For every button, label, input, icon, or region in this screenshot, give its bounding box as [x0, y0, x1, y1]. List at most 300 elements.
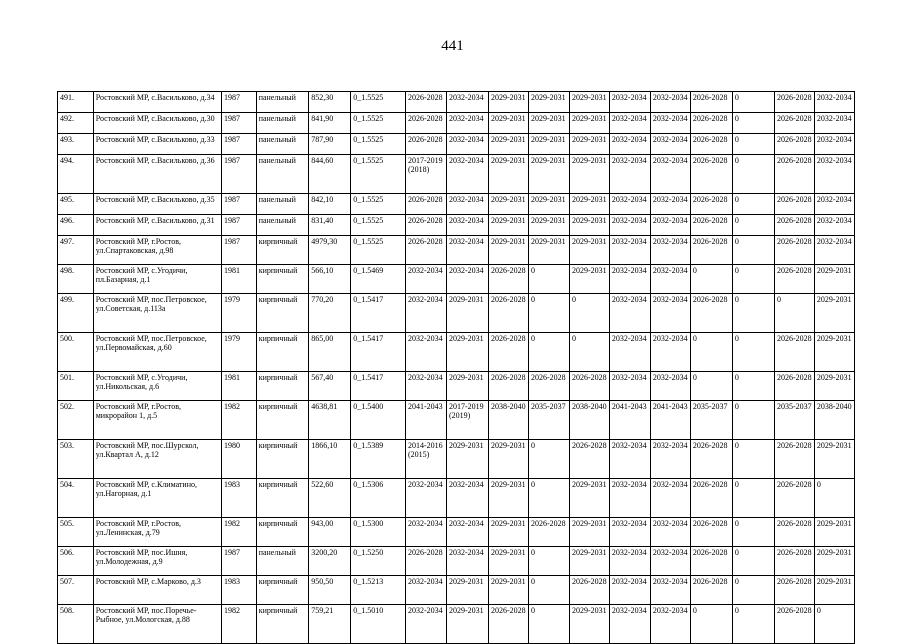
code-cell: 0_1.5469: [351, 265, 406, 294]
term-cell-3: 2029-2031: [489, 215, 529, 236]
row-number: 495.: [58, 194, 94, 215]
address-cell: Ростовский МР, с.Васильково, д.31: [93, 215, 221, 236]
term-cell-3: 2026-2028: [489, 333, 529, 372]
term-cell-6: 2032-2034: [609, 265, 650, 294]
address-cell: Ростовский МР, пос.Ишня, ул.Молодежная, д.9: [93, 547, 221, 576]
term-cell-5: 2026-2028: [569, 576, 609, 605]
term-cell-7: 2032-2034: [650, 265, 690, 294]
code-cell: 0_1.5250: [351, 547, 406, 576]
term-cell-8: 2026-2028: [690, 236, 732, 265]
year-cell: 1987: [222, 236, 257, 265]
material-cell: панельный: [256, 215, 309, 236]
term-cell-11: 2032-2034: [814, 236, 854, 265]
term-cell-8: 2026-2028: [690, 547, 732, 576]
term-cell-9: 0: [732, 92, 774, 113]
term-cell-2: 2032-2034: [446, 215, 488, 236]
term-cell-9: 0: [732, 372, 774, 401]
term-cell-7: 2032-2034: [650, 333, 690, 372]
term-cell-1: 2026-2028: [405, 547, 446, 576]
code-cell: 0_1.5417: [351, 333, 406, 372]
term-cell-8: 2026-2028: [690, 134, 732, 155]
term-cell-6: 2032-2034: [609, 155, 650, 194]
term-cell-11: 0: [814, 605, 854, 644]
term-cell-1: 2026-2028: [405, 113, 446, 134]
term-cell-9: 0: [732, 236, 774, 265]
term-cell-3: 2029-2031: [489, 518, 529, 547]
address-cell: Ростовский МР, с.Угодичи, ул.Никольская, д.6: [93, 372, 221, 401]
code-cell: 0_1.5525: [351, 215, 406, 236]
term-cell-9: 0: [732, 401, 774, 440]
row-number: 499.: [58, 294, 94, 333]
term-cell-7: 2032-2034: [650, 518, 690, 547]
term-cell-11: 2029-2031: [814, 576, 854, 605]
code-cell: 0_1.5010: [351, 605, 406, 644]
address-cell: Ростовский МР, пос.Поречье-Рыбное, ул.Мологская, д.88: [93, 605, 221, 644]
term-cell-6: 2032-2034: [609, 518, 650, 547]
table-row: [58, 155, 855, 194]
term-cell-1: 2032-2034: [405, 372, 446, 401]
term-cell-4: 2029-2031: [528, 155, 569, 194]
term-cell-3: 2029-2031: [489, 576, 529, 605]
term-cell-4: 2029-2031: [528, 134, 569, 155]
term-cell-5: 2029-2031: [569, 236, 609, 265]
table-row: [58, 605, 855, 644]
material-cell: кирпичный: [256, 265, 309, 294]
term-cell-10: 2026-2028: [774, 547, 814, 576]
term-cell-4: 0: [528, 576, 569, 605]
term-cell-6: 2032-2034: [609, 547, 650, 576]
term-cell-2: 2029-2031: [446, 333, 488, 372]
material-cell: кирпичный: [256, 605, 309, 644]
term-cell-8: 2026-2028: [690, 294, 732, 333]
term-cell-4: 2026-2028: [528, 372, 569, 401]
housing-register-table: [57, 91, 855, 644]
term-cell-7: 2032-2034: [650, 155, 690, 194]
term-cell-3: 2029-2031: [489, 194, 529, 215]
address-cell: Ростовский МР, с.Климатино, ул.Нагорная, д.1: [93, 479, 221, 518]
row-number: 493.: [58, 134, 94, 155]
term-cell-6: 2032-2034: [609, 92, 650, 113]
term-cell-7: 2032-2034: [650, 440, 690, 479]
term-cell-2: 2032-2034: [446, 155, 488, 194]
term-cell-9: 0: [732, 215, 774, 236]
term-cell-3: 2029-2031: [489, 134, 529, 155]
address-cell: Ростовский МР, с.Васильково, д.30: [93, 113, 221, 134]
material-cell: кирпичный: [256, 401, 309, 440]
year-cell: 1979: [222, 333, 257, 372]
term-cell-9: 0: [732, 576, 774, 605]
table-row: [58, 134, 855, 155]
term-cell-5: 2026-2028: [569, 440, 609, 479]
term-cell-4: 0: [528, 605, 569, 644]
term-cell-10: 2026-2028: [774, 92, 814, 113]
address-cell: Ростовский МР, с.Васильково, д.33: [93, 134, 221, 155]
table-row: [58, 194, 855, 215]
material-cell: кирпичный: [256, 372, 309, 401]
code-cell: 0_1.5525: [351, 92, 406, 113]
term-cell-9: 0: [732, 547, 774, 576]
table-row: [58, 372, 855, 401]
term-cell-1: 2032-2034: [405, 518, 446, 547]
material-cell: панельный: [256, 194, 309, 215]
area-cell: 844,60: [309, 155, 351, 194]
term-cell-6: 2032-2034: [609, 194, 650, 215]
material-cell: панельный: [256, 113, 309, 134]
year-cell: 1982: [222, 605, 257, 644]
table-row: [58, 215, 855, 236]
year-cell: 1987: [222, 155, 257, 194]
term-cell-8: 2026-2028: [690, 518, 732, 547]
term-cell-5: 2029-2031: [569, 547, 609, 576]
area-cell: 852,30: [309, 92, 351, 113]
page-number: 441: [441, 38, 464, 54]
area-cell: 770,20: [309, 294, 351, 333]
term-cell-3: 2026-2028: [489, 294, 529, 333]
code-cell: 0_1.5417: [351, 372, 406, 401]
term-cell-7: 2032-2034: [650, 194, 690, 215]
row-number: 507.: [58, 576, 94, 605]
term-cell-4: 2029-2031: [528, 215, 569, 236]
code-cell: 0_1.5417: [351, 294, 406, 333]
area-cell: 4979,30: [309, 236, 351, 265]
code-cell: 0_1.5525: [351, 155, 406, 194]
table-row: [58, 576, 855, 605]
material-cell: панельный: [256, 134, 309, 155]
term-cell-3: 2026-2028: [489, 372, 529, 401]
term-cell-1: 2032-2034: [405, 333, 446, 372]
material-cell: кирпичный: [256, 440, 309, 479]
term-cell-2: 2029-2031: [446, 372, 488, 401]
term-cell-3: 2029-2031: [489, 440, 529, 479]
term-cell-10: 2026-2028: [774, 215, 814, 236]
material-cell: кирпичный: [256, 294, 309, 333]
term-cell-1: 2026-2028: [405, 194, 446, 215]
term-cell-6: 2032-2034: [609, 605, 650, 644]
code-cell: 0_1.5525: [351, 194, 406, 215]
term-cell-10: 2026-2028: [774, 134, 814, 155]
term-cell-9: 0: [732, 265, 774, 294]
term-cell-11: 2029-2031: [814, 265, 854, 294]
term-cell-11: 2038-2040: [814, 401, 854, 440]
term-cell-3: 2029-2031: [489, 547, 529, 576]
term-cell-4: 2026-2028: [528, 518, 569, 547]
term-cell-5: 2029-2031: [569, 113, 609, 134]
row-number: 506.: [58, 547, 94, 576]
row-number: 496.: [58, 215, 94, 236]
term-cell-5: 2026-2028: [569, 372, 609, 401]
term-cell-3: 2029-2031: [489, 92, 529, 113]
table-row: [58, 479, 855, 518]
year-cell: 1982: [222, 401, 257, 440]
term-cell-2: 2029-2031: [446, 294, 488, 333]
material-cell: кирпичный: [256, 236, 309, 265]
address-cell: Ростовский МР, пос.Петровское, ул.Советская, д.113а: [93, 294, 221, 333]
term-cell-11: 2032-2034: [814, 194, 854, 215]
term-cell-10: 2026-2028: [774, 113, 814, 134]
term-cell-9: 0: [732, 113, 774, 134]
address-cell: Ростовский МР, с.Васильково, д.36: [93, 155, 221, 194]
term-cell-1: 2032-2034: [405, 605, 446, 644]
row-number: 505.: [58, 518, 94, 547]
area-cell: 842,10: [309, 194, 351, 215]
year-cell: 1987: [222, 194, 257, 215]
term-cell-7: 2041-2043: [650, 401, 690, 440]
term-cell-9: 0: [732, 518, 774, 547]
table-row: [58, 92, 855, 113]
term-cell-10: 2026-2028: [774, 236, 814, 265]
term-cell-6: 2032-2034: [609, 113, 650, 134]
term-cell-1: 2032-2034: [405, 265, 446, 294]
term-cell-2: 2029-2031: [446, 440, 488, 479]
year-cell: 1981: [222, 265, 257, 294]
area-cell: 865,00: [309, 333, 351, 372]
term-cell-8: 2026-2028: [690, 194, 732, 215]
term-cell-2: 2029-2031: [446, 605, 488, 644]
term-cell-7: 2032-2034: [650, 547, 690, 576]
table-row: [58, 113, 855, 134]
term-cell-3: 2029-2031: [489, 113, 529, 134]
term-cell-4: 2029-2031: [528, 236, 569, 265]
material-cell: кирпичный: [256, 479, 309, 518]
term-cell-11: 2029-2031: [814, 372, 854, 401]
term-cell-11: 2032-2034: [814, 134, 854, 155]
term-cell-2: 2017-2019 (2019): [446, 401, 488, 440]
term-cell-5: 2029-2031: [569, 605, 609, 644]
code-cell: 0_1.5525: [351, 113, 406, 134]
term-cell-5: 2029-2031: [569, 155, 609, 194]
term-cell-11: 2029-2031: [814, 294, 854, 333]
term-cell-2: 2032-2034: [446, 92, 488, 113]
term-cell-6: 2032-2034: [609, 333, 650, 372]
material-cell: панельный: [256, 547, 309, 576]
term-cell-2: 2032-2034: [446, 194, 488, 215]
term-cell-10: 2026-2028: [774, 155, 814, 194]
term-cell-2: 2032-2034: [446, 113, 488, 134]
address-cell: Ростовский МР, г.Ростов, ул.Ленинская, д.79: [93, 518, 221, 547]
term-cell-7: 2032-2034: [650, 372, 690, 401]
term-cell-3: 2029-2031: [489, 155, 529, 194]
term-cell-5: 2029-2031: [569, 518, 609, 547]
year-cell: 1982: [222, 518, 257, 547]
term-cell-10: 2026-2028: [774, 372, 814, 401]
term-cell-4: 0: [528, 479, 569, 518]
term-cell-5: 2029-2031: [569, 92, 609, 113]
material-cell: кирпичный: [256, 518, 309, 547]
area-cell: 566,10: [309, 265, 351, 294]
term-cell-4: 0: [528, 333, 569, 372]
row-number: 503.: [58, 440, 94, 479]
term-cell-3: 2026-2028: [489, 605, 529, 644]
term-cell-11: 2029-2031: [814, 518, 854, 547]
term-cell-9: 0: [732, 294, 774, 333]
term-cell-9: 0: [732, 155, 774, 194]
term-cell-4: 2029-2031: [528, 113, 569, 134]
term-cell-1: 2014-2016 (2015): [405, 440, 446, 479]
area-cell: 4638,81: [309, 401, 351, 440]
term-cell-2: 2032-2034: [446, 518, 488, 547]
term-cell-2: 2032-2034: [446, 236, 488, 265]
table-row: [58, 265, 855, 294]
term-cell-1: 2026-2028: [405, 215, 446, 236]
term-cell-11: 2032-2034: [814, 113, 854, 134]
row-number: 494.: [58, 155, 94, 194]
year-cell: 1983: [222, 479, 257, 518]
term-cell-6: 2032-2034: [609, 372, 650, 401]
table-row: [58, 401, 855, 440]
term-cell-7: 2032-2034: [650, 215, 690, 236]
term-cell-8: 2026-2028: [690, 440, 732, 479]
year-cell: 1983: [222, 576, 257, 605]
term-cell-7: 2032-2034: [650, 479, 690, 518]
term-cell-9: 0: [732, 440, 774, 479]
table-row: [58, 440, 855, 479]
address-cell: Ростовский МР, с.Угодичи, пл.Базарная, д.1: [93, 265, 221, 294]
term-cell-3: 2038-2040: [489, 401, 529, 440]
term-cell-5: 2029-2031: [569, 194, 609, 215]
material-cell: кирпичный: [256, 333, 309, 372]
term-cell-4: 2029-2031: [528, 194, 569, 215]
table-row: [58, 236, 855, 265]
term-cell-10: 2026-2028: [774, 333, 814, 372]
code-cell: 0_1.5213: [351, 576, 406, 605]
row-number: 491.: [58, 92, 94, 113]
address-cell: Ростовский МР, с.Васильково, д.35: [93, 194, 221, 215]
term-cell-10: 2035-2037: [774, 401, 814, 440]
term-cell-8: 2026-2028: [690, 576, 732, 605]
term-cell-1: 2032-2034: [405, 576, 446, 605]
term-cell-8: 2026-2028: [690, 215, 732, 236]
term-cell-9: 0: [732, 134, 774, 155]
term-cell-10: 2026-2028: [774, 194, 814, 215]
code-cell: 0_1.5400: [351, 401, 406, 440]
term-cell-8: 2035-2037: [690, 401, 732, 440]
term-cell-7: 2032-2034: [650, 92, 690, 113]
address-cell: Ростовский МР, г.Ростов, микрорайон 1, д.5: [93, 401, 221, 440]
term-cell-7: 2032-2034: [650, 294, 690, 333]
term-cell-2: 2032-2034: [446, 134, 488, 155]
term-cell-11: 2032-2034: [814, 215, 854, 236]
term-cell-7: 2032-2034: [650, 605, 690, 644]
code-cell: 0_1.5306: [351, 479, 406, 518]
term-cell-10: 2026-2028: [774, 576, 814, 605]
table-row: [58, 333, 855, 372]
area-cell: 567,40: [309, 372, 351, 401]
term-cell-8: 2026-2028: [690, 155, 732, 194]
term-cell-8: 2026-2028: [690, 92, 732, 113]
term-cell-8: 0: [690, 372, 732, 401]
row-number: 497.: [58, 236, 94, 265]
term-cell-7: 2032-2034: [650, 113, 690, 134]
term-cell-9: 0: [732, 194, 774, 215]
term-cell-11: 2029-2031: [814, 547, 854, 576]
table-row: [58, 294, 855, 333]
code-cell: 0_1.5300: [351, 518, 406, 547]
material-cell: панельный: [256, 92, 309, 113]
term-cell-2: 2032-2034: [446, 479, 488, 518]
address-cell: Ростовский МР, с.Васильково, д.34: [93, 92, 221, 113]
term-cell-1: 2026-2028: [405, 92, 446, 113]
area-cell: 831,40: [309, 215, 351, 236]
term-cell-5: 2029-2031: [569, 265, 609, 294]
address-cell: Ростовский МР, пос.Шурскол, ул.Квартал А, д.12: [93, 440, 221, 479]
term-cell-1: 2026-2028: [405, 134, 446, 155]
table-row: [58, 518, 855, 547]
term-cell-6: 2032-2034: [609, 479, 650, 518]
term-cell-10: 0: [774, 294, 814, 333]
term-cell-6: 2041-2043: [609, 401, 650, 440]
term-cell-1: 2032-2034: [405, 294, 446, 333]
term-cell-4: 0: [528, 294, 569, 333]
term-cell-11: 2029-2031: [814, 333, 854, 372]
term-cell-9: 0: [732, 605, 774, 644]
address-cell: Ростовский МР, с.Марково, д.3: [93, 576, 221, 605]
term-cell-4: 0: [528, 440, 569, 479]
term-cell-11: 2032-2034: [814, 92, 854, 113]
code-cell: 0_1.5525: [351, 236, 406, 265]
term-cell-6: 2032-2034: [609, 134, 650, 155]
term-cell-4: 2035-2037: [528, 401, 569, 440]
address-cell: Ростовский МР, пос.Петровское, ул.Первомайская, д.60: [93, 333, 221, 372]
address-cell: Ростовский МР, г.Ростов, ул.Спартаковская, д.98: [93, 236, 221, 265]
code-cell: 0_1.5525: [351, 134, 406, 155]
term-cell-8: 0: [690, 265, 732, 294]
material-cell: панельный: [256, 155, 309, 194]
term-cell-4: 2029-2031: [528, 92, 569, 113]
term-cell-5: 2029-2031: [569, 215, 609, 236]
term-cell-7: 2032-2034: [650, 236, 690, 265]
term-cell-6: 2032-2034: [609, 236, 650, 265]
term-cell-1: 2017-2019 (2018): [405, 155, 446, 194]
term-cell-6: 2032-2034: [609, 440, 650, 479]
term-cell-8: 0: [690, 333, 732, 372]
row-number: 504.: [58, 479, 94, 518]
row-number: 500.: [58, 333, 94, 372]
year-cell: 1987: [222, 547, 257, 576]
term-cell-10: 2026-2028: [774, 440, 814, 479]
term-cell-1: 2026-2028: [405, 236, 446, 265]
code-cell: 0_1.5389: [351, 440, 406, 479]
area-cell: 759,21: [309, 605, 351, 644]
row-number: 498.: [58, 265, 94, 294]
area-cell: 1866,10: [309, 440, 351, 479]
term-cell-2: 2029-2031: [446, 576, 488, 605]
term-cell-4: 0: [528, 547, 569, 576]
term-cell-5: 2029-2031: [569, 134, 609, 155]
term-cell-2: 2032-2034: [446, 547, 488, 576]
term-cell-5: 2038-2040: [569, 401, 609, 440]
area-cell: 3200,20: [309, 547, 351, 576]
term-cell-11: 0: [814, 479, 854, 518]
year-cell: 1987: [222, 215, 257, 236]
term-cell-5: 2029-2031: [569, 479, 609, 518]
material-cell: кирпичный: [256, 576, 309, 605]
area-cell: 841,90: [309, 113, 351, 134]
year-cell: 1981: [222, 372, 257, 401]
year-cell: 1987: [222, 113, 257, 134]
term-cell-5: 0: [569, 333, 609, 372]
term-cell-4: 0: [528, 265, 569, 294]
term-cell-11: 2029-2031: [814, 440, 854, 479]
row-number: 492.: [58, 113, 94, 134]
year-cell: 1980: [222, 440, 257, 479]
term-cell-3: 2029-2031: [489, 479, 529, 518]
year-cell: 1987: [222, 92, 257, 113]
year-cell: 1979: [222, 294, 257, 333]
area-cell: 787,90: [309, 134, 351, 155]
term-cell-10: 2026-2028: [774, 265, 814, 294]
area-cell: 522,60: [309, 479, 351, 518]
year-cell: 1987: [222, 134, 257, 155]
